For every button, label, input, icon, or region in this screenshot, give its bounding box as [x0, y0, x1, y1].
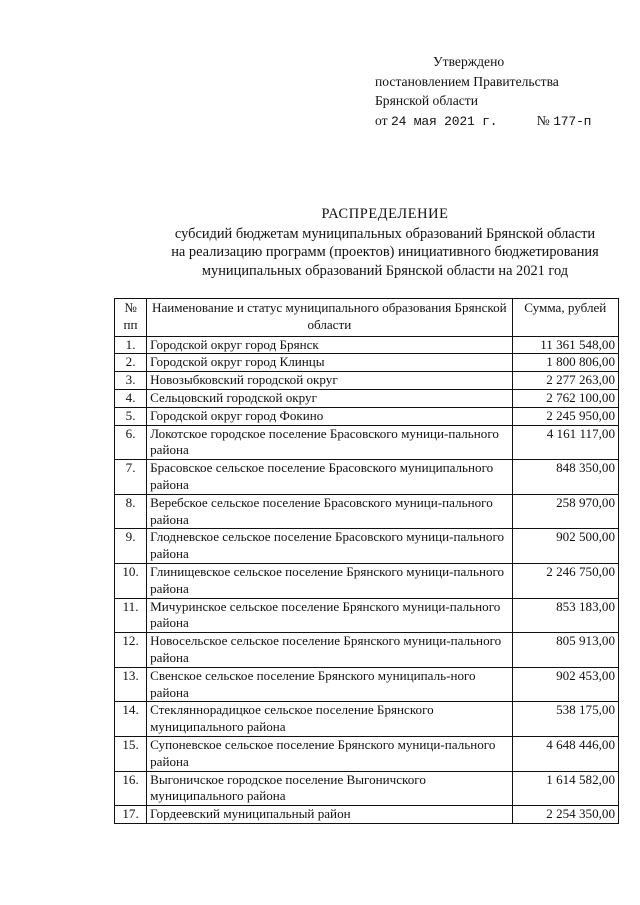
row-sum: 4 648 446,00: [512, 736, 618, 771]
approval-line-2: Брянской области: [375, 93, 478, 108]
table-row: [115, 529, 619, 564]
approval-number-label: №: [536, 112, 550, 128]
document-title: РАСПРЕДЕЛЕНИЕ: [321, 206, 449, 222]
row-sum: 848 350,00: [512, 460, 618, 495]
distribution-table: [114, 298, 619, 824]
header-name: Наименование и статус муниципального образования Брянской области: [147, 299, 512, 337]
table-row: [115, 736, 619, 771]
table-row: [115, 806, 619, 824]
row-municipality-name: Мичуринское сельское поселение Брянского муници-пального района: [147, 598, 512, 633]
document-subtitle-line-3: муниципальных образований Брянской области на 2021 год: [201, 262, 569, 279]
row-municipality-name: Выгоничское городское поселение Выгоничского муниципального района: [147, 771, 512, 806]
row-number: 17.: [115, 806, 147, 824]
approval-date-line: [375, 111, 635, 132]
row-municipality-name: Гордеевский муниципальный район: [147, 806, 512, 824]
row-sum: 2 254 350,00: [512, 806, 618, 824]
row-municipality-name: Супоневское сельское поселение Брянского муници-пального района: [147, 736, 512, 771]
row-municipality-name: Стекляннорадицкое сельское поселение Брянского муниципального района: [147, 702, 512, 737]
row-municipality-name: Новосельское сельское поселение Брянского муници-пального района: [147, 633, 512, 668]
approval-title: Утверждено: [433, 54, 505, 69]
table-row: [115, 460, 619, 495]
row-municipality-name: Глодневское сельское поселение Брасовского муници-пального района: [147, 529, 512, 564]
row-number: 3.: [115, 372, 147, 390]
table-row: [115, 494, 619, 529]
row-sum: 853 183,00: [512, 598, 618, 633]
table-row: [115, 336, 619, 354]
row-sum: 258 970,00: [512, 494, 618, 529]
header-sum: Сумма, рублей: [512, 299, 618, 337]
table-row: [115, 372, 619, 390]
row-municipality-name: Свенское сельское поселение Брянского муниципаль-ного района: [147, 667, 512, 702]
table-row: [115, 407, 619, 425]
row-municipality-name: Городской округ город Клинцы: [147, 354, 512, 372]
row-number: 6.: [115, 425, 147, 460]
row-sum: 4 161 117,00: [512, 425, 618, 460]
row-municipality-name: Локотское городское поселение Брасовского муници-пального района: [147, 425, 512, 460]
table-row: [115, 667, 619, 702]
row-number: 4.: [115, 389, 147, 407]
row-number: 8.: [115, 494, 147, 529]
table-row: [115, 702, 619, 737]
approval-number-value: 177-п: [553, 113, 592, 129]
approval-line-1: постановлением Правительства: [375, 73, 559, 89]
row-number: 5.: [115, 407, 147, 425]
table-row: [115, 389, 619, 407]
row-number: 13.: [115, 667, 147, 702]
approval-date-prefix: от: [375, 112, 388, 128]
row-municipality-name: Брасовское сельское поселение Брасовского муниципального района: [147, 460, 512, 495]
row-number: 14.: [115, 702, 147, 737]
row-number: 11.: [115, 598, 147, 633]
table-row: [115, 425, 619, 460]
row-sum: 2 277 263,00: [512, 372, 618, 390]
row-number: 15.: [115, 736, 147, 771]
approval-date-value: 24 мая 2021 г.: [390, 113, 498, 129]
table-row: [115, 563, 619, 598]
approval-stamp: [375, 52, 635, 131]
row-sum: 2 246 750,00: [512, 563, 618, 598]
row-number: 16.: [115, 771, 147, 806]
row-municipality-name: Веребское сельское поселение Брасовского муници-пального района: [147, 494, 512, 529]
row-number: 10.: [115, 563, 147, 598]
row-municipality-name: Глинищевское сельское поселение Брянского муници-пального района: [147, 563, 512, 598]
document-subtitle-line-2: на реализацию программ (проектов) инициативного бюджетирования: [171, 244, 599, 260]
table-header-row: [115, 299, 619, 337]
row-number: 1.: [115, 336, 147, 354]
row-number: 7.: [115, 460, 147, 495]
row-municipality-name: Сельцовский городской округ: [147, 389, 512, 407]
row-municipality-name: Городской округ город Фокино: [147, 407, 512, 425]
row-sum: 2 762 100,00: [512, 389, 618, 407]
table-row: [115, 598, 619, 633]
row-sum: 1 800 806,00: [512, 354, 618, 372]
row-municipality-name: Новозыбковский городской округ: [147, 372, 512, 390]
row-sum: 902 500,00: [512, 529, 618, 564]
row-sum: 1 614 582,00: [512, 771, 618, 806]
document-heading: [150, 205, 620, 280]
row-sum: 902 453,00: [512, 667, 618, 702]
row-number: 12.: [115, 633, 147, 668]
row-sum: 805 913,00: [512, 633, 618, 668]
row-sum: 2 245 950,00: [512, 407, 618, 425]
header-number: № пп: [115, 299, 147, 337]
document-subtitle-line-1: субсидий бюджетам муниципальных образований Брянской области: [174, 225, 596, 242]
row-sum: 538 175,00: [512, 702, 618, 737]
table-row: [115, 633, 619, 668]
row-municipality-name: Городской округ город Брянск: [147, 336, 512, 354]
table-body: [115, 336, 619, 823]
table-row: [115, 771, 619, 806]
row-sum: 11 361 548,00: [512, 336, 618, 354]
row-number: 9.: [115, 529, 147, 564]
row-number: 2.: [115, 354, 147, 372]
table-row: [115, 354, 619, 372]
